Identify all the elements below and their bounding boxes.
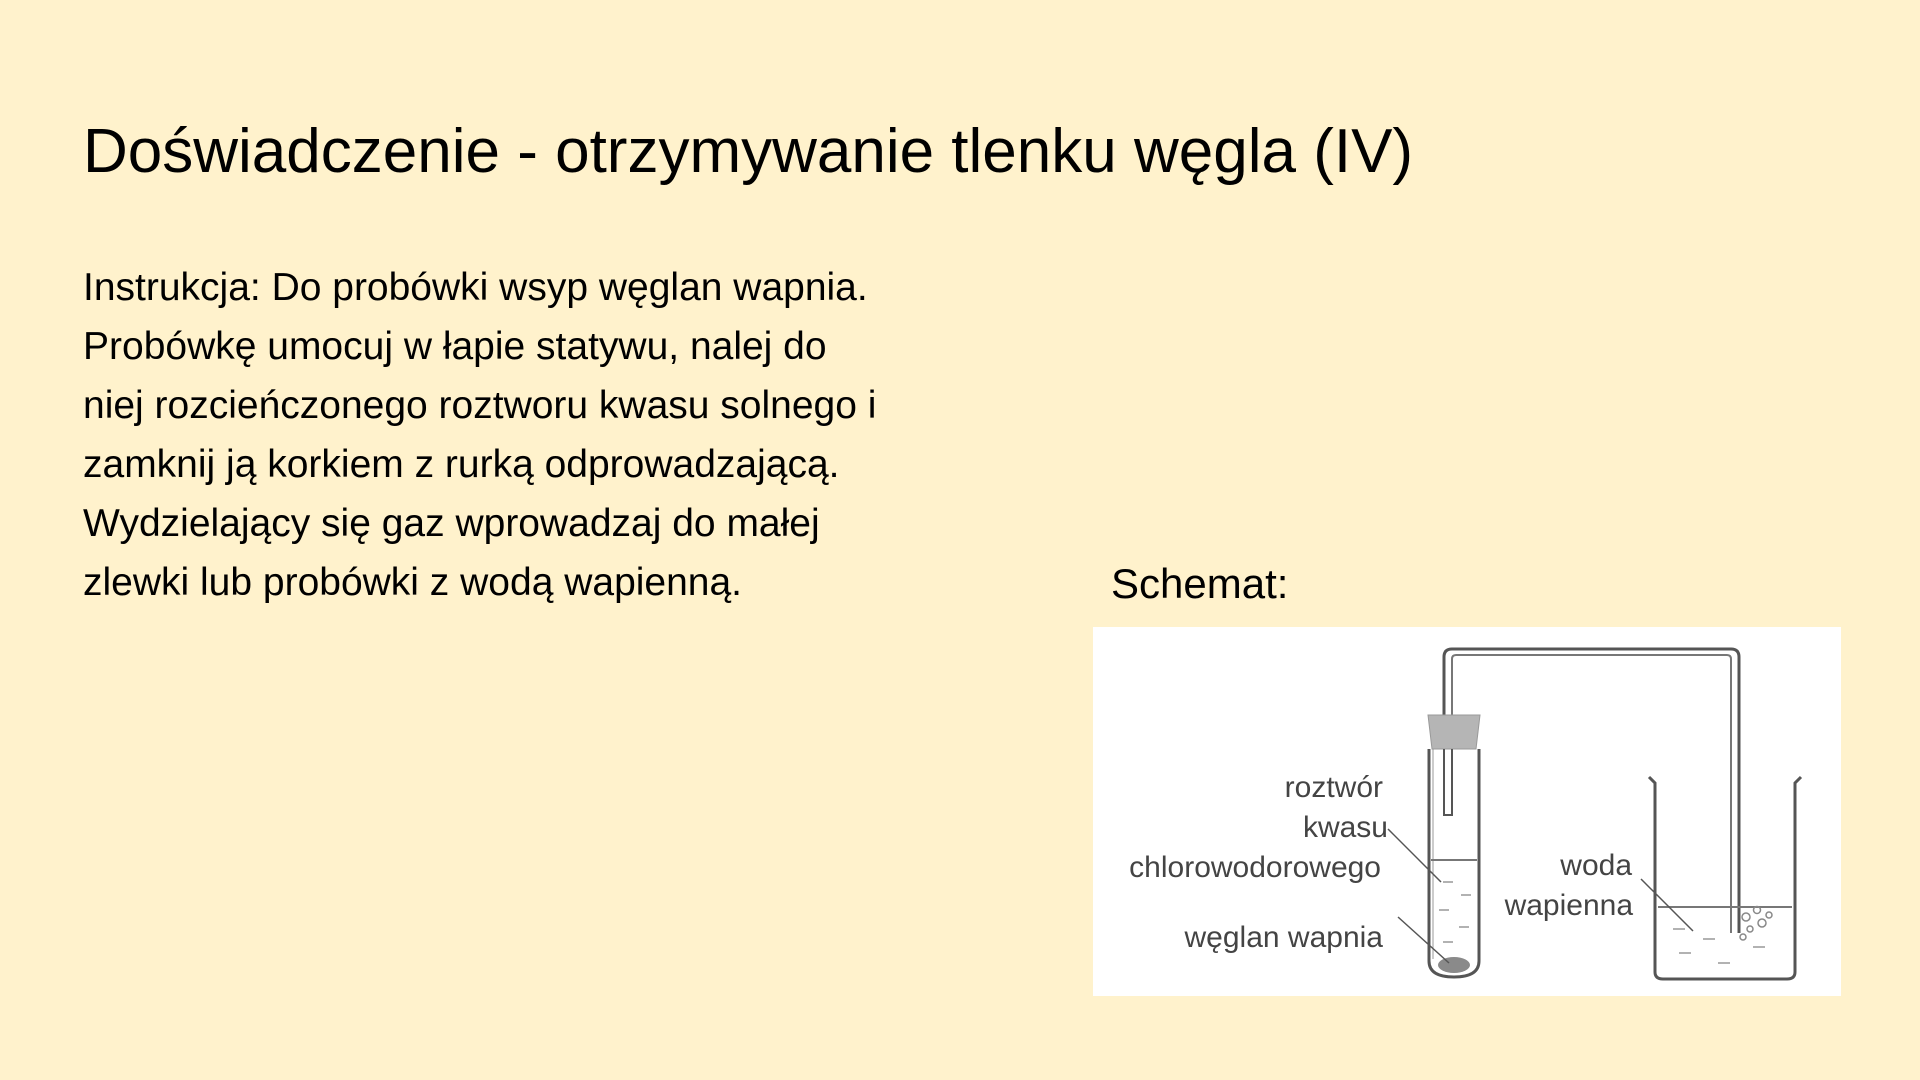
schema-label: Schemat: — [1111, 560, 1289, 607]
leader-line-carbonate — [1398, 917, 1449, 963]
label-wapienna: wapienna — [1504, 889, 1633, 922]
slide-title: Doświadczenie - otrzymywanie tlenku węgla (IV) — [83, 117, 1414, 186]
gas-bubbles — [1740, 907, 1772, 941]
test-tube — [1429, 749, 1479, 977]
instruction-line: niej rozcieńczonego roztworu kwasu solnego i — [83, 384, 877, 427]
label-roztwor: roztwór — [1284, 771, 1383, 804]
tube-liquid-marks — [1439, 882, 1471, 942]
instruction-line: zamknij ją korkiem z rurką odprowadzającą. — [83, 443, 840, 486]
stopper — [1428, 715, 1480, 749]
instruction-text — [83, 258, 983, 612]
beaker — [1649, 777, 1801, 979]
instruction-line: Wydzielający się gaz wprowadzaj do małej — [83, 502, 820, 545]
instruction-line: Instrukcja: Do probówki wsyp węglan wapnia. — [83, 266, 868, 309]
experiment-diagram — [1093, 627, 1841, 996]
apparatus-drawing — [1093, 627, 1841, 996]
delivery-tube-end — [1444, 749, 1452, 815]
beaker-liquid-marks — [1673, 929, 1765, 963]
instruction-line: Probówkę umocuj w łapie statywu, nalej do — [83, 325, 827, 368]
leader-line-limewater — [1641, 879, 1693, 931]
label-kwasu: kwasu — [1302, 811, 1388, 844]
instruction-line: zlewki lub probówki z wodą wapienną. — [83, 561, 743, 604]
calcium-carbonate — [1438, 957, 1470, 973]
label-chlorowodorowego: chlorowodorowego — [1129, 851, 1381, 884]
label-woda: woda — [1560, 849, 1632, 882]
label-weglan-wapnia: węglan wapnia — [1184, 921, 1383, 954]
